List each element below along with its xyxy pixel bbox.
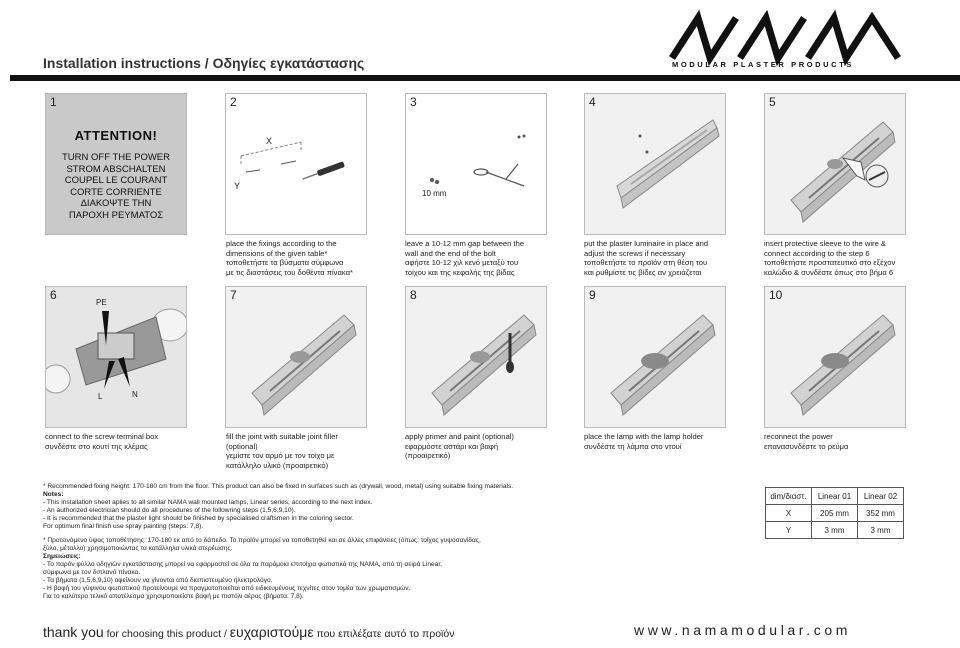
step-10-image xyxy=(764,286,906,428)
sleeve-wire-illustration xyxy=(765,94,906,235)
attention-title: ATTENTION! xyxy=(74,128,158,143)
step-7-caption: fill the joint with suitable joint filler (optional) γεμίστε τον αρμό με τον τοίχο με κατάλληλο υλικό (προαιρετικό) xyxy=(226,432,338,470)
header-rule xyxy=(10,75,960,81)
step-8-caption: apply primer and paint (optional) εφαρμόστε αστάρι και βαφή (προαιρετικό) xyxy=(405,432,514,461)
dimension-table xyxy=(765,487,904,539)
svg-text:N: N xyxy=(132,390,138,399)
step-5-caption: insert protective sleeve to the wire & connect according to the step 6 τοποθετήστε προστατευτικό στο εξέχον καλώδιο & συνδέστε όπως στο βήμα 6 xyxy=(764,239,896,277)
step-6-image xyxy=(45,286,187,428)
thank-you-line: thank you for choosing this product / ευχαριστούμε που επιλέξατε αυτό το προϊόν xyxy=(43,624,455,640)
svg-text:L: L xyxy=(98,392,103,401)
step-number: 10 xyxy=(769,288,783,302)
step-6-caption: connect to the screw terminal box συνδέστε στο κουτί της κλέμας xyxy=(45,432,159,451)
step-2-caption: place the fixings according to the dimensions of the given table* τοποθετήστε τα βύσματα σύμφωνα με τις διαστάσεις του δοθέντα πίνακα* xyxy=(226,239,353,277)
step-9-caption: place the lamp with the lamp holder συνδέστε τη λάμπα στο ντουί xyxy=(584,432,704,451)
step-7-image xyxy=(225,286,367,428)
svg-text:X: X xyxy=(266,136,273,146)
notes-section: * Recommended fixing height: 170-180 cm from the floor. This product can also be fixed in surfaces such as (drywall, wood, metal) using suitable fixing materials. Notes: - This installation sheet aplies to all similar NAMA wall mounted lamps, Linear series, according to the next index. - An authorized electrician should do all procedures of the followring steps (1,5,6,9,10). - It is recommended that the plaster light should be finished by specialised craftsmen in the coloring sector. For optimum final finish use spray painting (steps: 7,8). * Προτεινόμενο ύψος τοποθέτησης: 170-180 εκ από το δάπεδο. Το προϊόν μπορεί να τοποθετηθεί και σε άλλες επιφάνειες (όπως: τοίχος γυψοσανίδας, ξύλο, μέταλλο) χρησιμοποιώντας τα κατάλληλα υλικά στερέωσης. Σημειώσεις: - Το παρόν φύλλο οδηγιών εγκατάστασης μπορεί να εφαρμοστεί σε όλα τα παρόμοια επιτοίχια φωτιστικά της NAMA, από τη σειρά Linear, σύμφωνα με τον διπλανό πίνακα. - Τα βήματα (1,5,6,9,10) οφείλουν να γίνονται από διαπιστευμένο ηλεκτρολόγο. - Η βαφή του γύψινου φωτιστικού προτείνουμε να πραγματοποιείται από ειδικευμένους τεχνίτες στον τομέα των χρωματισμών. Για το καλύτερο τελικό αποτέλεσμα χρησιμοποιείστε βαφή με πιστόλι αέρος (βήματα: 7,8). xyxy=(43,483,514,600)
svg-text:Y: Y xyxy=(234,181,241,191)
step-1-panel xyxy=(45,93,187,235)
svg-text:10 mm: 10 mm xyxy=(422,189,447,198)
fixing-diagram xyxy=(226,94,367,235)
logo-subtitle: MODULAR PLASTER PRODUCTS xyxy=(672,60,854,69)
reconnect-illustration xyxy=(765,287,906,428)
terminal-box-illustration xyxy=(46,287,187,428)
step-number: 8 xyxy=(410,288,417,302)
step-number: 7 xyxy=(230,288,237,302)
step-number: 6 xyxy=(50,288,57,302)
table-row: Y 3 mm 3 mm xyxy=(766,522,904,539)
step-5-image xyxy=(764,93,906,235)
step-3-caption: leave a 10-12 mm gap between the wall and the end of the bolt αφήστε 10-12 χιλ κενό μεταξύ του τοίχου και της κεφαλής της βίδας xyxy=(405,239,525,277)
step-8-image xyxy=(405,286,547,428)
joint-filler-illustration xyxy=(226,287,367,428)
lamp-holder-illustration xyxy=(585,287,726,428)
paint-illustration xyxy=(406,287,547,428)
attention-lines: TURN OFF THE POWER STROM ABSCHALTEN COUPEL LE COURANT CORTE CORRIENTE ΔΙΑΚΟΨΤΕ ΤΗΝ ΠΑΡΟΧΗ ΡΕΥΜΑΤΟΣ xyxy=(61,152,171,221)
table-row: X 205 mm 352 mm xyxy=(766,505,904,522)
step-number: 9 xyxy=(589,288,596,302)
step-4-caption: put the plaster luminaire in place and adjust the screws if necessary τοποθετήστε το προϊόν στη θέση του και ρυθμίστε τις βίδες αν χρειάζεται xyxy=(584,239,709,277)
step-number: 1 xyxy=(50,95,57,109)
table-header-row: dim/διαστ. Linear 01 Linear 02 xyxy=(766,488,904,505)
bolt-gap-diagram xyxy=(406,94,547,235)
step-3-image xyxy=(405,93,547,235)
step-number: 4 xyxy=(589,95,596,109)
website-link[interactable]: www.namamodular.com xyxy=(634,622,852,638)
luminaire-placement-illustration xyxy=(585,94,726,235)
step-number: 2 xyxy=(230,95,237,109)
step-2-image xyxy=(225,93,367,235)
svg-text:PE: PE xyxy=(96,298,107,307)
step-9-image xyxy=(584,286,726,428)
step-4-image xyxy=(584,93,726,235)
step-number: 3 xyxy=(410,95,417,109)
step-number: 5 xyxy=(769,95,776,109)
page-title: Installation instructions / Οδηγίες εγκατάστασης xyxy=(43,55,365,71)
step-10-caption: reconnect the power επανασυνδέστε το ρεύμα xyxy=(764,432,849,451)
